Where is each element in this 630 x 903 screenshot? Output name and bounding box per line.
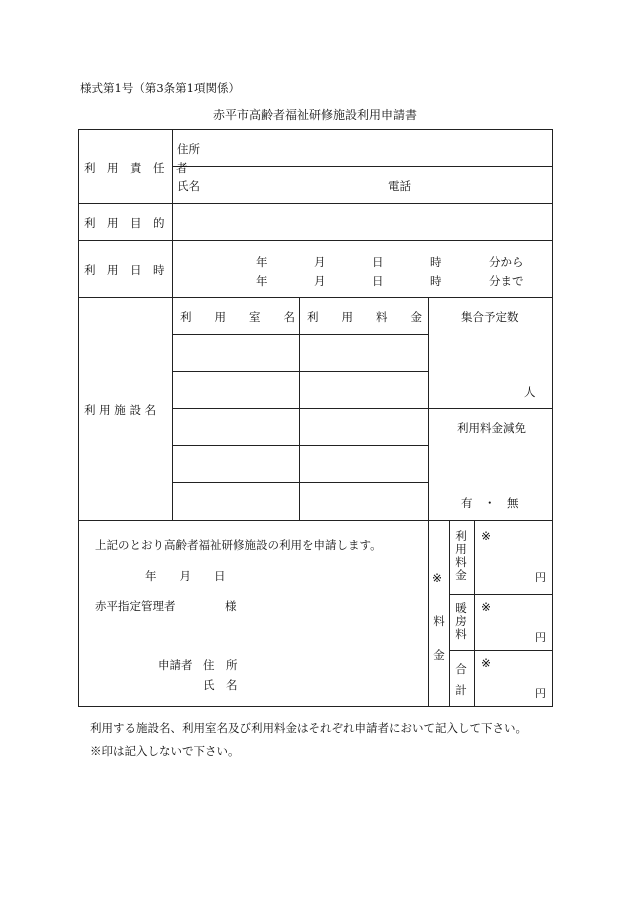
end-hour: 時 [430, 274, 442, 288]
honorific: 様 [225, 599, 237, 613]
heating-fee-unit: 円 [535, 631, 546, 644]
usage-fee-char: 料 [455, 555, 467, 569]
total-mark: ※ [481, 656, 492, 670]
fee-label-char: 金 [433, 648, 445, 662]
usage-fee-char: 利 [455, 529, 467, 543]
fee-row-divider-2 [449, 650, 553, 651]
facility-label: 利 用 施 設 名 [84, 403, 157, 417]
fee-label-char: 料 [433, 614, 445, 628]
address-label: 住所 [177, 142, 200, 156]
total-unit: 円 [535, 687, 546, 700]
row-divider-4 [78, 520, 553, 521]
start-minute: 分から [489, 255, 524, 269]
border-top [78, 129, 553, 130]
start-hour: 時 [430, 255, 442, 269]
facility-row-2 [172, 371, 428, 372]
usage-fee-label [454, 530, 468, 582]
start-month: 月 [314, 255, 326, 269]
name-label: 氏名 [177, 179, 200, 193]
attendance-label: 集合予定数 [461, 310, 519, 324]
fee-value-left [474, 520, 475, 706]
form-number: 様式第1号（第3条第1項関係） [80, 81, 240, 95]
total-label [454, 659, 468, 701]
total-char: 計 [455, 683, 467, 697]
end-day: 日 [372, 274, 384, 288]
row-divider-1 [78, 203, 553, 204]
heating-fee-char: 暖 [455, 601, 467, 615]
note-2: ※印は記入しないで下さい。 [90, 744, 240, 758]
end-year: 年 [256, 274, 268, 288]
facility-row-5 [172, 482, 428, 483]
phone-label: 電話 [388, 179, 411, 193]
application-statement: 上記のとおり高齢者福祉研修施設の利用を申請します。 [95, 538, 382, 552]
addressee: 赤平指定管理者 [95, 599, 176, 613]
usage-fee-mark: ※ [481, 529, 492, 543]
start-year: 年 [256, 255, 268, 269]
heating-fee-char: 房 [455, 614, 467, 628]
fee-label-left [449, 520, 450, 706]
facility-row-4 [172, 445, 428, 446]
purpose-label: 利 用 目 的 [84, 216, 165, 230]
row-divider-2 [78, 240, 553, 241]
border-left [78, 129, 79, 707]
applicant-address-label: 住 所 [203, 658, 238, 672]
responsible-label: 利 用 責 任 者 [84, 161, 188, 175]
total-char: 合 [455, 662, 467, 676]
applicant-label: 申請者 [158, 658, 193, 672]
usage-fee-char: 金 [455, 568, 467, 582]
fee-vertical-label [432, 604, 446, 672]
note-1: 利用する施設名、利用室名及び利用料金はそれぞれ申請者において記入して下さい。 [90, 721, 527, 735]
fee-row-divider-1 [449, 594, 553, 595]
fee-header: 利 用 料 金 [307, 310, 422, 324]
application-date: 年 月 日 [145, 569, 226, 583]
heating-fee-label [454, 602, 468, 641]
row-divider-3 [78, 297, 553, 298]
end-month: 月 [314, 274, 326, 288]
waiver-label: 利用料金減免 [457, 421, 526, 435]
applicant-name-label: 氏 名 [203, 678, 238, 692]
heating-fee-mark: ※ [481, 600, 492, 614]
border-right [552, 129, 553, 707]
border-bottom [78, 706, 553, 707]
address-divider [172, 166, 553, 167]
end-minute: 分まで [489, 274, 524, 288]
facility-row-1 [172, 334, 428, 335]
start-day: 日 [372, 255, 384, 269]
usage-fee-unit: 円 [535, 571, 546, 584]
room-name-header: 利 用 室 名 [180, 310, 295, 324]
page-title: 赤平市高齢者福祉研修施設利用申請書 [212, 108, 417, 122]
datetime-label: 利 用 日 時 [84, 263, 165, 277]
facility-row-3 [172, 408, 553, 409]
fee-section-left [428, 520, 429, 706]
attendance-unit: 人 [524, 385, 536, 399]
label-divider [172, 129, 173, 520]
waiver-options: 有 ・ 無 [461, 496, 519, 510]
fee-mark: ※ [432, 571, 443, 585]
usage-fee-char: 用 [455, 542, 467, 556]
heating-fee-char: 料 [455, 627, 467, 641]
